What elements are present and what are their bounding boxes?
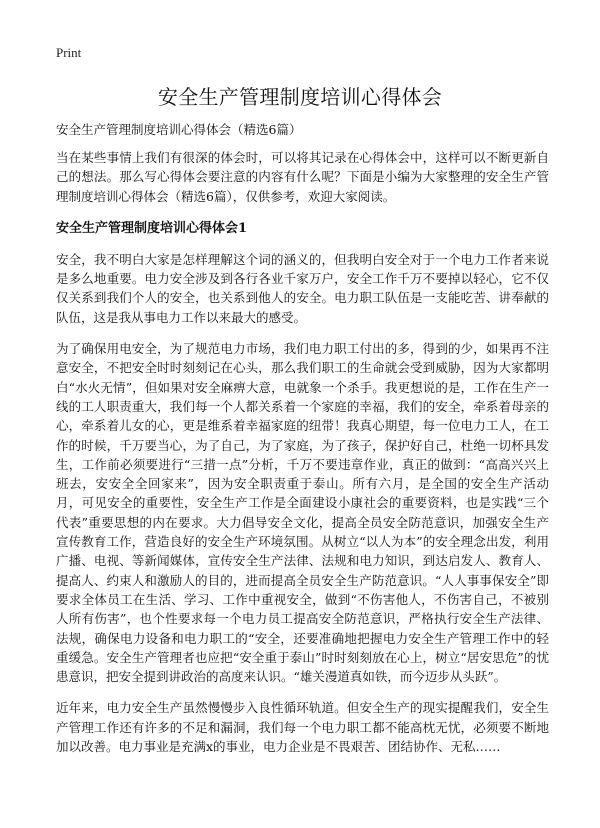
print-link[interactable]: Print <box>56 45 82 60</box>
section-heading: 安全生产管理制度培训心得体会1 <box>56 220 248 236</box>
document-subtitle: 安全生产管理制度培训心得体会（精选6篇） <box>56 122 302 137</box>
body-paragraph-2: 为了确保用电安全，为了规范电力市场，我们电力职工付出的多，得到的少，如果再不注意安全，不把安全时时刻刻记在心头，那么我们职工的生命就会受到威胁，因为大家都明白“水火无情”，但如果对安全麻痹大意，电就象一个杀手。我更想说的是，工作在生产一线的工人职责重大，我们每一个人都关系着一个家庭的幸福，我们的安全，牵系着母亲的心，牵系着儿女的心，更是维系着幸福家庭的纽带！我真心期望，每一位电力工人，在工作的时候，千万要当心，为了自己，为了家庭，为了孩子，保护好自己，杜绝一切杯具发生，工作前必须要进行“三措一点”分析，千万不要违章作业，真正的做到：“高高兴兴上班去，安安全全回家来”，因为安全职责重于泰山。所有六月，是全国的安全生产活动月，可见安全的重要性，安全生产工作是全面建设小康社会的重要资料，也是实践“三个代表”重要思想的内在要求。大力倡导安全文化，提高全员安全防范意识，加强安全生产宣传教育工作，营造良好的安全生产环境氛围。从树立“以人为本”的安全理念出发，利用广播、电视、等新闻媒体，宣传安全生产法律、法规和电力知识，到达启发人、教育人、提高人、约束人和激励人的目的，进而提高全员安全生产防范意识。“人人事事保安全”即要求全体员工在生活、学习、工作中重视安全，做到“不伤害他人，不伤害自己，不被别人所有伤害”，也个性要求每一个电力员工提高安全防范意识，严格执行安全生产法律、法规，确保电力设备和电力职工的“安全，还要准确地把握电力安全生产管理工作中的轻重缓急。安全生产管理者也应把“安全重于泰山”时时刻刻放在心上，树立“居安思危”的忧患意识，把安全提到讲政治的高度来认识。“雄关漫道真如铁，而今迈步从头跃”。 <box>56 341 549 685</box>
document-title: 安全生产管理制度培训心得体会 <box>157 85 443 109</box>
intro-paragraph: 当在某些事情上我们有很深的体会时，可以将其记录在心得体会中，这样可以不断更新自己的想法。那么写心得体会要注意的内容有什么呢？下面是小编为大家整理的安全生产管理制度培训心得体会（精选6篇），仅供参考，欢迎大家阅读。 <box>56 150 549 204</box>
body-paragraph-3: 近年来，电力安全生产虽然慢慢步入良性循环轨道。但安全生产的现实提醒我们，安全生产管理工作还有许多的不足和漏洞，我们每一个电力职工都不能高枕无忧，必须要不断地加以改善。电力事业是充满x的事业，电力企业是不畏艰苦、团结协作、无私…… <box>56 700 549 755</box>
document-body <box>56 120 549 768</box>
body-paragraph-1: 安全，我不明白大家是怎样理解这个词的涵义的，但我明白安全对于一个电力工作者来说是多么地重要。电力安全涉及到各行各业千家万户，安全工作千万不要掉以轻心，它不仅仅关系到我们个人的安全，也关系到他人的安全。电力职工队伍是一支能吃苦、讲奉献的队伍，这是我从事电力工作以来最大的感受。 <box>56 251 549 325</box>
